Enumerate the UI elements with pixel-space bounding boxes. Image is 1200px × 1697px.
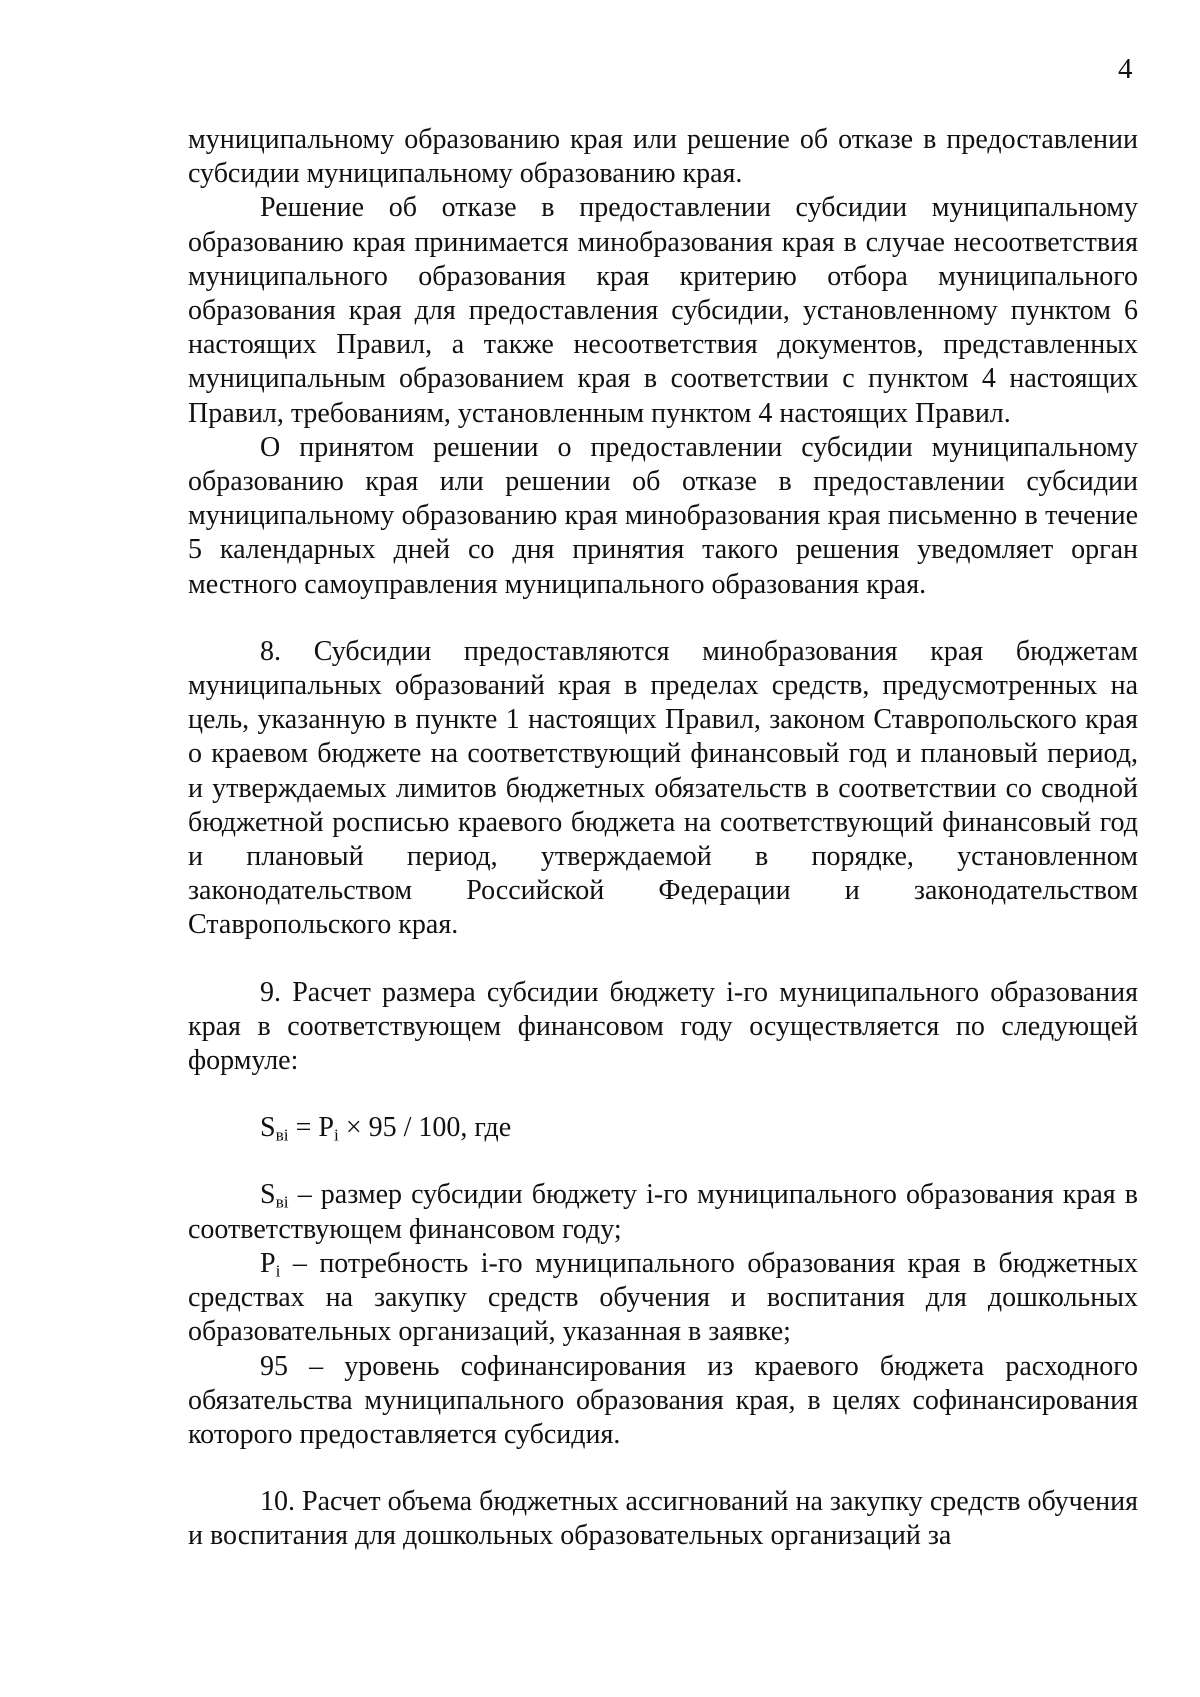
formula bbox=[188, 1111, 1138, 1145]
formula-p-symbol: P bbox=[318, 1112, 334, 1144]
paragraph-item-9: 9. Расчет размера субсидии бюджету i-го муниципального образования края в соответствующем финансовом году осуществляется по следующей формуле: bbox=[188, 976, 1138, 1077]
paragraph-continuation: муниципальному образованию края или решение об отказе в предоставлении субсидии муниципальному образованию края. bbox=[188, 124, 1138, 190]
formula-s-subscript: вi bbox=[275, 1125, 289, 1145]
definition-s-text: – размер субсидии бюджету i-го муниципального образования края в соответствующем финансовом году; bbox=[188, 1179, 1138, 1245]
paragraph-item-10: 10. Расчет объема бюджетных ассигнований на закупку средств обучения и воспитания для дошкольных образовательных организаций за bbox=[188, 1486, 1138, 1552]
definition-p bbox=[188, 1247, 1138, 1350]
paragraph-notification: О принятом решении о предоставлении субсидии муниципальному образованию края или решении об отказе в предоставлении субсидии муниципальному образованию края минобразования края письменно в течение 5 календарных дней со дня принятия такого решения уведомляет орган местного самоуправления муниципального образования края. bbox=[188, 431, 1138, 600]
definition-95: 95 – уровень софинансирования из краевого бюджета расходного обязательства муниципального образования края, в целях софинансирования которого предоставляется субсидия. bbox=[188, 1350, 1138, 1450]
formula-s-symbol: S bbox=[260, 1112, 276, 1144]
formula-p-subscript: i bbox=[333, 1125, 339, 1145]
definition-p-text: – потребность i-го муниципального образования края в бюджетных средствах на закупку средств обучения и воспитания для дошкольных образовательных организаций, указанная в заявке; bbox=[188, 1247, 1138, 1348]
definition-p-symbol: P bbox=[260, 1247, 276, 1279]
definition-s bbox=[188, 1178, 1138, 1246]
formula-rest: × 95 / 100, где bbox=[338, 1112, 512, 1144]
paragraph-item-8: 8. Субсидии предоставляются минобразования края бюджетам муниципальных образований края в пределах средств, предусмотренных на цель, указанную в пункте 1 настоящих Правил, законом Ставропольского края о краевом бюджете на соответствующий финансовый год и плановый период, и утверждаемых лимитов бюджетных обязательств в соответствии со сводной бюджетной росписью краевого бюджета на соответствующий финансовый год и плановый период, утверждаемой в порядке, установленном законодательством Российской Федерации и законодательством Ставропольского края. bbox=[188, 635, 1138, 941]
paragraph-refusal-decision: Решение об отказе в предоставлении субсидии муниципальному образованию края принимается минобразования края в случае несоответствия муниципального образования края критерию отбора муниципального образования края для предоставления субсидии, установленному пунктом 6 настоящих Правил, а также несоответствия документов, представленных муниципальным образованием края в соответствии с пунктом 4 настоящих Правил, требованиям, установленным пунктом 4 настоящих Правил. bbox=[188, 192, 1138, 429]
definition-p-subscript: i bbox=[275, 1261, 281, 1281]
definition-s-symbol: S bbox=[260, 1179, 276, 1211]
definition-s-subscript: вi bbox=[275, 1192, 289, 1212]
page-number: 4 bbox=[1118, 53, 1133, 85]
formula-equals: = bbox=[288, 1112, 319, 1144]
document-body bbox=[188, 123, 1138, 1554]
